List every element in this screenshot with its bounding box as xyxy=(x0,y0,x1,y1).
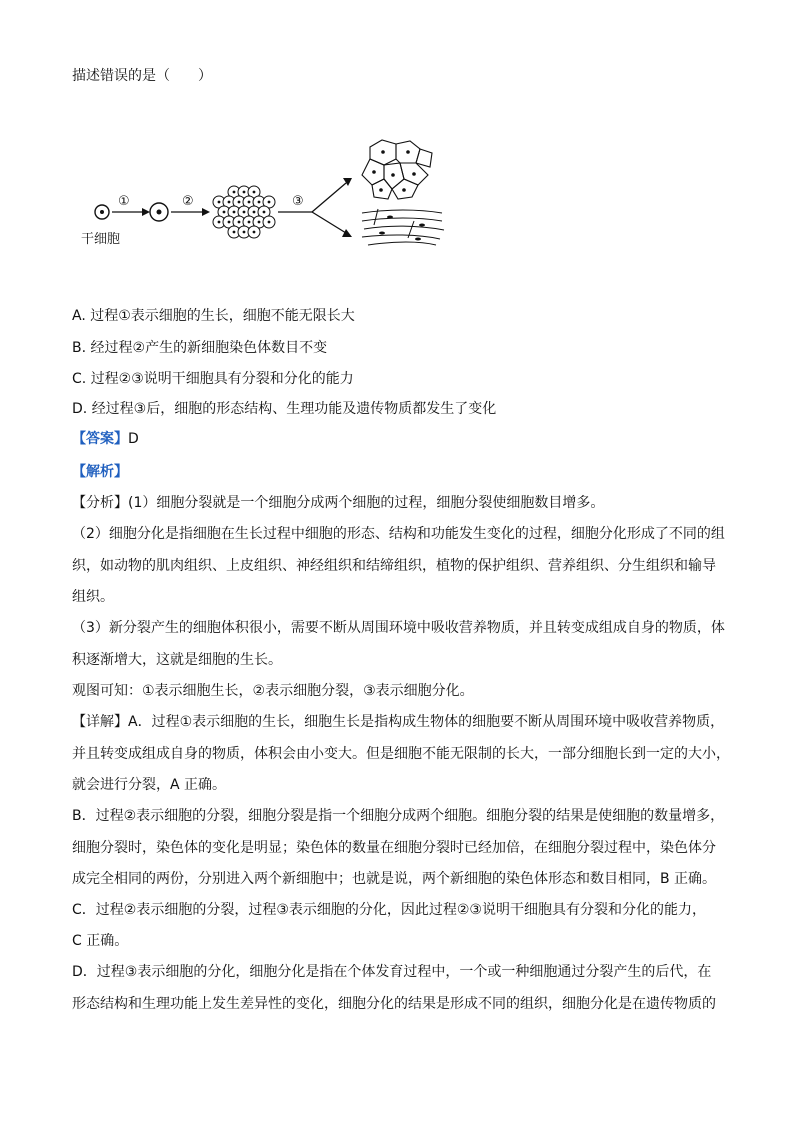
detail-a-l1: 【详解】A．过程①表示细胞的生长，细胞生长是指构成生物体的细胞要不断从周围环境中吸收营养物质， xyxy=(72,714,725,730)
detail-d-l1: D．过程③表示细胞的分化，细胞分化是指在个体发育过程中，一个或一种细胞通过分裂产生的后代，在 xyxy=(72,964,712,980)
cluster-nucleus xyxy=(243,231,246,234)
cluster-nucleus xyxy=(268,201,271,204)
stem-cell-label: 干细胞 xyxy=(81,232,121,247)
cluster-nucleus xyxy=(228,221,231,224)
cluster-nucleus xyxy=(253,231,256,234)
option-d: D. 经过程③后，细胞的形态结构、生理功能及遗传物质都发生了变化 xyxy=(72,401,497,417)
option-a: A. 过程①表示细胞的生长，细胞不能无限长大 xyxy=(72,308,355,324)
analysis-p3-l2: 积逐渐增大，这就是细胞的生长。 xyxy=(72,652,282,668)
detail-a-l3: 就会进行分裂，A 正确。 xyxy=(72,777,227,793)
cluster-nucleus xyxy=(258,201,261,204)
option-b: B. 经过程②产生的新细胞染色体数目不变 xyxy=(72,340,328,356)
cluster-nucleus xyxy=(218,221,221,224)
analysis-p3-l1: （3）新分裂产生的细胞体积很小，需要不断从周围环境中吸收营养物质，并且转变成组成自身的物质，体 xyxy=(72,620,725,636)
analysis-label: 【解析】 xyxy=(72,464,128,480)
cluster-nucleus xyxy=(258,221,261,224)
cluster-nucleus xyxy=(248,201,251,204)
cluster-nucleus xyxy=(238,201,241,204)
cluster-nucleus xyxy=(248,221,251,224)
cluster-nucleus xyxy=(238,221,241,224)
cluster-nucleus xyxy=(253,191,256,194)
analysis-p2-l2: 织，如动物的肌肉组织、上皮组织、神经组织和结缔组织，植物的保护组织、营养组织、分生组织和输导 xyxy=(72,558,716,574)
detail-c-l1: C．过程②表示细胞的分裂，过程③表示细胞的分化，因此过程②③说明干细胞具有分裂和分化的能力， xyxy=(72,902,706,918)
diagram-svg xyxy=(78,135,458,260)
detail-a-l2: 并且转变成组成自身的物质，体积会由小变大。但是细胞不能无限制的长大，一部分细胞长到一定的大小， xyxy=(72,746,730,762)
answer-line: 【答案】D xyxy=(72,431,139,447)
epithelial-cells xyxy=(362,140,432,199)
cluster-nucleus xyxy=(218,201,221,204)
detail-b-l3: 成完全相同的两份，分别进入两个新细胞中；也就是说，两个新细胞的染色体形态和数目相同，B 正确。 xyxy=(72,871,717,887)
detail-c-l2: C 正确。 xyxy=(72,933,129,949)
analysis-p2-l1: （2）细胞分化是指细胞在生长过程中细胞的形态、结构和功能发生变化的过程，细胞分化形成了不同的组 xyxy=(72,526,725,542)
option-c: C. 过程②③说明干细胞具有分裂和分化的能力 xyxy=(72,371,354,387)
cluster-nucleus xyxy=(253,211,256,214)
analysis-p1: 【分析】(1）细胞分裂就是一个细胞分成两个细胞的过程，细胞分裂使细胞数目增多。 xyxy=(72,495,605,511)
cluster-nucleus xyxy=(233,211,236,214)
cluster-nucleus xyxy=(233,231,236,234)
question-stem: 描述错误的是（ ） xyxy=(72,68,212,84)
muscle-cells xyxy=(362,209,444,245)
detail-b-l2: 细胞分裂时，染色体的变化是明显；染色体的数量在细胞分裂时已经加倍，在细胞分裂过程中，染色体分 xyxy=(72,840,716,856)
analysis-p2-l3: 组织。 xyxy=(72,589,114,605)
cell-cluster xyxy=(213,186,275,238)
analysis-p4: 观图可知：①表示细胞生长，②表示细胞分裂，③表示细胞分化。 xyxy=(72,683,474,699)
step3-label: ③ xyxy=(292,194,304,209)
cell-process-diagram xyxy=(78,135,458,260)
detail-b-l1: B．过程②表示细胞的分裂，细胞分裂是指一个细胞分成两个细胞。细胞分裂的结果是使细胞的数量增多， xyxy=(72,808,725,824)
cluster-nucleus xyxy=(223,211,226,214)
step1-label: ① xyxy=(118,194,130,209)
step2-label: ② xyxy=(182,194,194,209)
cluster-nucleus xyxy=(243,191,246,194)
detail-d-l2: 形态结构和生理功能上发生差异性的变化，细胞分化的结果是形成不同的组织，细胞分化是在遗传物质的 xyxy=(72,996,716,1012)
cluster-nucleus xyxy=(228,201,231,204)
cluster-nucleus xyxy=(268,221,271,224)
cluster-nucleus xyxy=(263,211,266,214)
cluster-nucleus xyxy=(233,191,236,194)
cluster-nucleus xyxy=(243,211,246,214)
